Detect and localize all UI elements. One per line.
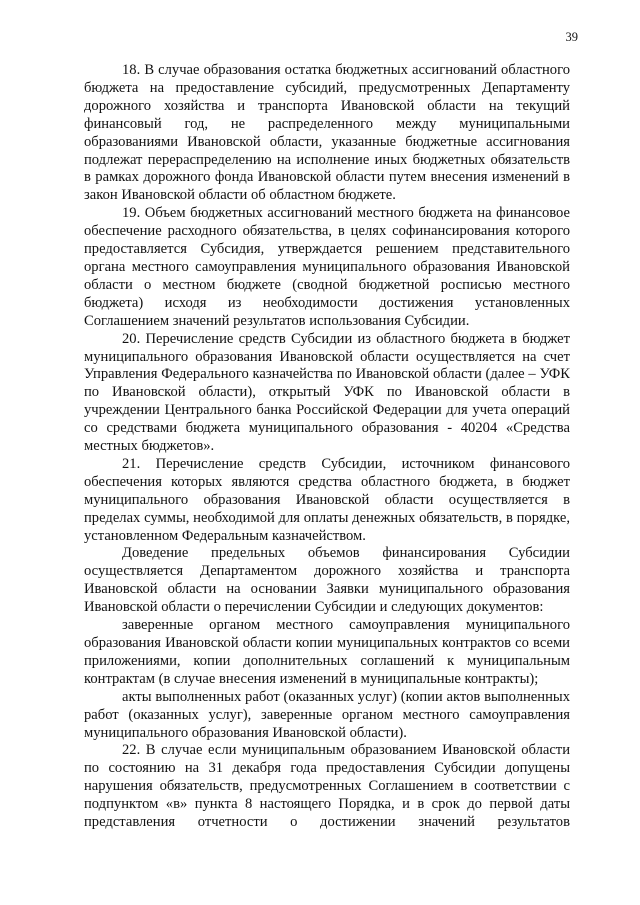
paragraph-18: 18. В случае образования остатка бюджетных ассигнований областного бюджета на предоставление субсидий, предусмотренных Департаменту дорожного хозяйства и транспорта Ивановской области на текущий финансовый год, не распределенного между муниципальными образованиями Ивановской области, указанные бюджетные ассигнования подлежат перераспределению на исполнение иных бюджетных обязательств в рамках дорожного фонда Ивановской области путем внесения изменений в закон Ивановской области об областном бюджете. bbox=[84, 62, 570, 204]
paragraph-21: 21. Перечисление средств Субсидии, источником финансового обеспечения которых являются средства областного бюджета, в бюджет муниципального образования Ивановской области осуществляется в пределах суммы, необходимой для оплаты денежных обязательств, в порядке, установленном Федеральным казначейством. bbox=[84, 455, 570, 544]
paragraph-20: 20. Перечисление средств Субсидии из областного бюджета в бюджет муниципального образования Ивановской области осуществляется на счет Управления Федерального казначейства по Ивановской области (далее – УФК по Ивановской области), открытый УФК по Ивановской области в учреждении Центрального банка Российской Федерации для учета операций со средствами бюджета муниципального образования - 40204 «Средства местных бюджетов». bbox=[84, 330, 570, 455]
paragraph-work-acts: акты выполненных работ (оказанных услуг) (копии актов выполненных работ (оказанных услуг), заверенные органом местного самоуправления муниципального образования Ивановской области). bbox=[84, 688, 570, 741]
document-body bbox=[84, 62, 570, 832]
page-number: 39 bbox=[565, 30, 578, 44]
paragraph-funding-limits: Доведение предельных объемов финансирования Субсидии осуществляется Департаментом дорожного хозяйства и транспорта Ивановской области на основании Заявки муниципального образования Ивановской области о перечислении Субсидии и следующих документов: bbox=[84, 545, 570, 616]
paragraph-22: 22. В случае если муниципальным образованием Ивановской области по состоянию на 31 декабря года предоставления Субсидии допущены нарушения обязательств, предусмотренных Соглашением в соответствии с подпунктом «в» пункта 8 настоящего Порядка, и в срок до первой даты представления отчетности о достижении значений результатов bbox=[84, 742, 570, 831]
paragraph-19: 19. Объем бюджетных ассигнований местного бюджета на финансовое обеспечение расходного обязательства, в целях софинансирования которого предоставляется Субсидия, утверждается решением представительного органа местного самоуправления муниципального образования Ивановской области о местном бюджете (сводной бюджетной росписью местного бюджета) исходя из необходимости достижения установленных Соглашением значений результатов использования Субсидии. bbox=[84, 205, 570, 329]
paragraph-contract-copies: заверенные органом местного самоуправления муниципального образования Ивановской области копии муниципальных контрактов со всеми приложениями, копии дополнительных соглашений к муниципальным контрактам (в случае внесения изменений в муниципальные контракты); bbox=[84, 617, 570, 687]
